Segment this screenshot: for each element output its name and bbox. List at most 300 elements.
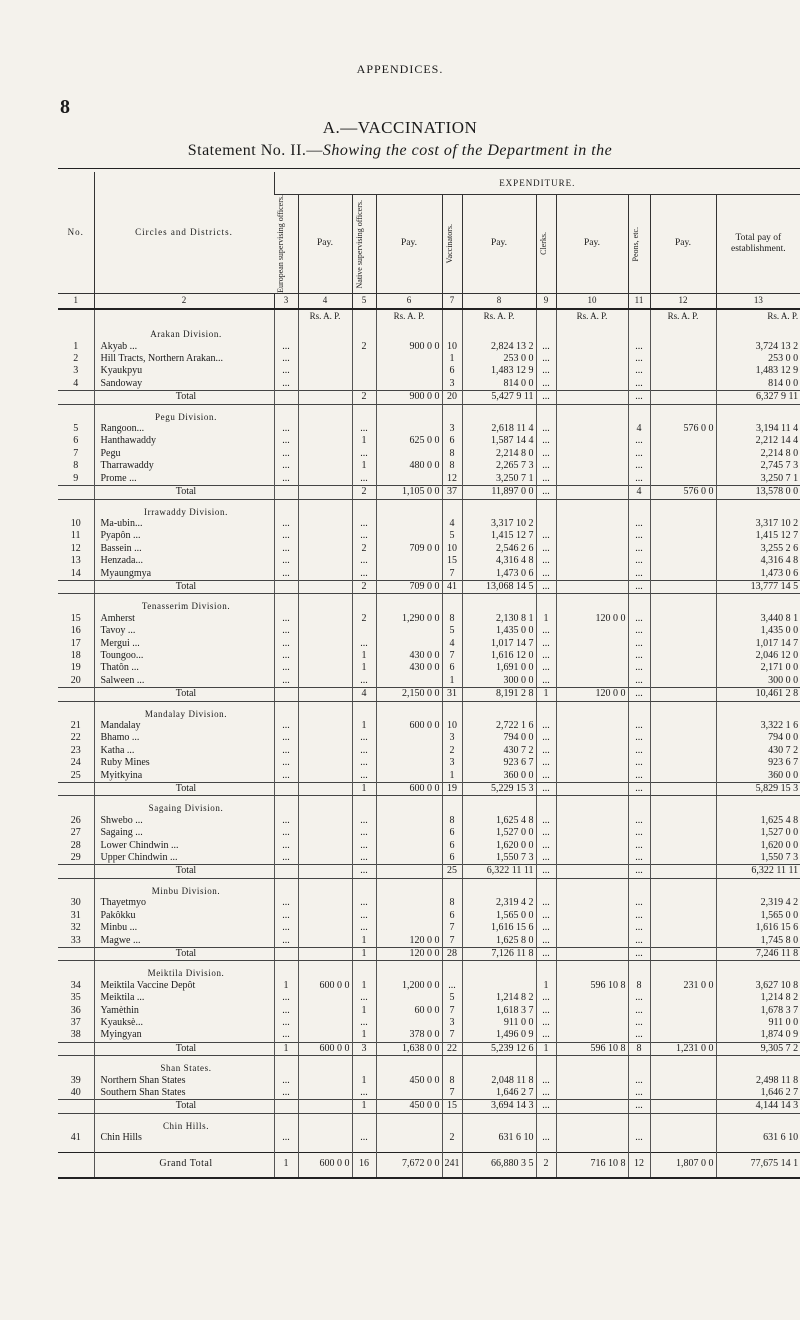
cell	[376, 404, 442, 423]
district-name: Northern Shan States	[94, 1075, 274, 1087]
cell-c12	[650, 353, 716, 365]
cell-c7: 3	[442, 732, 462, 744]
cell-c5: 1	[352, 662, 376, 674]
cell	[536, 701, 556, 720]
cell-c6	[376, 852, 442, 865]
cell	[58, 1152, 94, 1178]
total-label: Total	[94, 688, 274, 701]
cell-c11: ...	[628, 530, 650, 542]
statement-description: Showing the cost of the Department in the	[322, 142, 613, 159]
cell-c6	[376, 378, 442, 391]
division-total-row	[58, 580, 800, 593]
cell	[58, 1042, 94, 1055]
cell-c5: ...	[352, 815, 376, 827]
cell-c11: ...	[628, 662, 650, 674]
cell-c9: 1	[536, 613, 556, 625]
cell-c7: 4	[442, 518, 462, 530]
col-no-header: No.	[58, 172, 94, 293]
cell	[462, 594, 536, 613]
cell	[716, 1113, 800, 1132]
cell-c12	[650, 1005, 716, 1017]
cell	[650, 1056, 716, 1075]
cell-c11: ...	[628, 720, 650, 732]
cell-c9: ...	[536, 568, 556, 581]
cell-c10	[556, 935, 628, 948]
cell-c4	[298, 992, 352, 1004]
cell	[536, 796, 556, 815]
cell-c11: ...	[628, 543, 650, 555]
cell	[650, 1145, 716, 1153]
cell-c5: ...	[352, 1087, 376, 1100]
row-number: 14	[70, 567, 81, 579]
cell-c4	[298, 720, 352, 732]
district-name: Southern Shan States	[94, 1087, 274, 1100]
cell	[536, 594, 556, 613]
cell-c11: ...	[628, 992, 650, 1004]
cell-c4	[298, 745, 352, 757]
total-c7: 20	[442, 391, 462, 404]
cell	[716, 1056, 800, 1075]
cell	[58, 486, 94, 499]
cell-c4	[298, 732, 352, 744]
district-name: Henzada...	[94, 555, 274, 567]
cell-c13: 1,616 15 6	[716, 922, 800, 934]
cell-c5: ...	[352, 473, 376, 486]
cell-c7: 6	[442, 827, 462, 839]
cell	[628, 1113, 650, 1132]
cell-c10	[556, 827, 628, 839]
cell-c11: ...	[628, 852, 650, 865]
cost-table-container	[58, 172, 800, 1179]
cell	[274, 594, 298, 613]
cell	[536, 322, 556, 340]
cell	[352, 499, 376, 518]
cell	[376, 594, 442, 613]
cell-c9: ...	[536, 720, 556, 732]
cell-c8: 3,317 10 2	[462, 518, 536, 530]
cell-c3: ...	[274, 1017, 298, 1029]
total-c5: 2	[352, 391, 376, 404]
row-number: 9	[73, 472, 79, 484]
col-peons-header: Peons, etc.	[628, 195, 650, 294]
cell-c6: 378 0 0	[376, 1029, 442, 1042]
cell-c7: 7	[442, 568, 462, 581]
running-title: APPENDICES.	[356, 62, 444, 76]
table-row	[58, 435, 800, 447]
cell-c9: ...	[536, 922, 556, 934]
cell-c12	[650, 720, 716, 732]
cell-c6	[376, 922, 442, 934]
cell-c9: ...	[536, 448, 556, 460]
cell	[58, 594, 94, 613]
cell-c6	[376, 638, 442, 650]
division-name: Arakan Division.	[94, 322, 274, 340]
division-name: Tenasserim Division.	[94, 594, 274, 613]
cell	[58, 1113, 94, 1132]
cell	[628, 701, 650, 720]
grand-c4: 600 0 0	[298, 1152, 352, 1178]
unit-label: Rs. A. P.	[462, 309, 536, 322]
total-c6: 600 0 0	[376, 783, 442, 796]
cell-c5: 1	[352, 435, 376, 447]
cell-c12	[650, 757, 716, 769]
cell-c10	[556, 1132, 628, 1144]
division-name: Shan States.	[94, 1056, 274, 1075]
col-pay-header: Pay.	[650, 195, 716, 294]
district-name: Hanthawaddy	[94, 435, 274, 447]
district-name: Ruby Mines	[94, 757, 274, 769]
cell-c6: 625 0 0	[376, 435, 442, 447]
cell-c7: 7	[442, 935, 462, 948]
cell-c11: ...	[628, 815, 650, 827]
cell-c6: 900 0 0	[376, 341, 442, 353]
cell-c13: 4,316 4 8	[716, 555, 800, 567]
total-c9: ...	[536, 391, 556, 404]
cell	[58, 1056, 94, 1075]
cell-c5: ...	[352, 518, 376, 530]
cell-c4	[298, 423, 352, 435]
district-name: Myaungmya	[94, 568, 274, 581]
expenditure-header: EXPENDITURE.	[274, 172, 800, 195]
cell-c13: 360 0 0	[716, 770, 800, 783]
row-number: 16	[70, 625, 81, 637]
total-label: Total	[94, 391, 274, 404]
cell-c11: ...	[628, 732, 650, 744]
cell-c5: ...	[352, 897, 376, 909]
cell-c13: 1,620 0 0	[716, 840, 800, 852]
cell-c12	[650, 745, 716, 757]
cell-c6	[376, 555, 442, 567]
cell	[442, 322, 462, 340]
total-c11: ...	[628, 1100, 650, 1113]
table-row	[58, 770, 800, 783]
cell	[298, 499, 352, 518]
cell-c4	[298, 435, 352, 447]
district-name: Ma-ubin...	[94, 518, 274, 530]
total-c12	[650, 688, 716, 701]
district-name: Mandalay	[94, 720, 274, 732]
cell-c9: ...	[536, 650, 556, 662]
cell-c11: ...	[628, 770, 650, 783]
unit-label: Rs. A. P.	[556, 309, 628, 322]
cell	[536, 499, 556, 518]
cell-c11: ...	[628, 745, 650, 757]
statement-title	[0, 142, 800, 160]
cell-c12	[650, 675, 716, 688]
cell	[462, 1113, 536, 1132]
cell	[556, 878, 628, 897]
cell-c13: 3,724 13 2	[716, 341, 800, 353]
row-number: 12	[70, 542, 81, 554]
total-c9: 1	[536, 1042, 556, 1055]
total-c9: ...	[536, 1100, 556, 1113]
cell-c10	[556, 460, 628, 472]
total-c4	[298, 688, 352, 701]
cell-c3: ...	[274, 1029, 298, 1042]
cell-c12	[650, 435, 716, 447]
total-label: Total	[94, 865, 274, 878]
row-number: 8	[73, 460, 79, 472]
total-c13: 5,829 15 3	[716, 783, 800, 796]
cell-c11: ...	[628, 518, 650, 530]
units-row	[58, 309, 800, 322]
cell-c7: 6	[442, 852, 462, 865]
cell-c12	[650, 1017, 716, 1029]
total-c10: 596 10 8	[556, 1042, 628, 1055]
division-name: Minbu Division.	[94, 878, 274, 897]
cell	[58, 580, 94, 593]
cell-c4	[298, 852, 352, 865]
cell-c9: ...	[536, 341, 556, 353]
cell-c6	[376, 423, 442, 435]
cell-c9: ...	[536, 435, 556, 447]
cell-c12	[650, 935, 716, 948]
district-name: Toungoo...	[94, 650, 274, 662]
cell-c3: ...	[274, 732, 298, 744]
cell-c3: ...	[274, 1005, 298, 1017]
total-c8: 5,427 9 11	[462, 391, 536, 404]
total-c9: ...	[536, 783, 556, 796]
cell-c11: ...	[628, 365, 650, 377]
cell-c6: 60 0 0	[376, 1005, 442, 1017]
total-c5: 3	[352, 1042, 376, 1055]
total-c8: 13,068 14 5	[462, 580, 536, 593]
district-name: Myingyan	[94, 1029, 274, 1042]
row-number: 36	[70, 1004, 81, 1016]
district-name: Thayetmyo	[94, 897, 274, 909]
cell-c10	[556, 568, 628, 581]
cell-c13: 3,255 2 6	[716, 543, 800, 555]
cell-c3: ...	[274, 745, 298, 757]
total-c5: 4	[352, 688, 376, 701]
cell-c11: ...	[628, 1005, 650, 1017]
cell-c9: ...	[536, 555, 556, 567]
total-c9: ...	[536, 947, 556, 960]
cell-c3: ...	[274, 1075, 298, 1087]
cell-c6: 709 0 0	[376, 543, 442, 555]
total-c6: 1,105 0 0	[376, 486, 442, 499]
cell-c4	[298, 625, 352, 637]
cell-c11: ...	[628, 1017, 650, 1029]
cell-c9: ...	[536, 1029, 556, 1042]
cell-c6	[376, 1017, 442, 1029]
cell-c9: ...	[536, 897, 556, 909]
cell	[628, 1056, 650, 1075]
total-c13: 13,578 0 0	[716, 486, 800, 499]
division-total-row	[58, 783, 800, 796]
cell	[298, 594, 352, 613]
division-header-row	[58, 701, 800, 720]
col-circles-header: Circles and Districts.	[94, 172, 274, 293]
total-label: Total	[94, 486, 274, 499]
total-c12	[650, 783, 716, 796]
cell	[274, 701, 298, 720]
cell-c5	[352, 378, 376, 391]
cell	[536, 1056, 556, 1075]
cell-c6	[376, 1087, 442, 1100]
cell	[58, 322, 94, 340]
total-c11: ...	[628, 947, 650, 960]
cell	[376, 322, 442, 340]
cell	[628, 796, 650, 815]
col-vaccinators-header: Vaccinators.	[442, 195, 462, 294]
cell-c9: ...	[536, 460, 556, 472]
row-number: 18	[70, 649, 81, 661]
cell-c3: ...	[274, 473, 298, 486]
cell	[274, 1113, 298, 1132]
district-name: Bhamo ...	[94, 732, 274, 744]
total-c3: 1	[274, 1042, 298, 1055]
total-c6: 2,150 0 0	[376, 688, 442, 701]
district-name: Thatôn ...	[94, 662, 274, 674]
total-c11: ...	[628, 688, 650, 701]
cell-c6: 480 0 0	[376, 460, 442, 472]
cell	[556, 796, 628, 815]
col-european-header: European supervising officers.	[274, 195, 298, 294]
total-c12: 576 0 0	[650, 486, 716, 499]
cell-c4	[298, 757, 352, 769]
table-row	[58, 555, 800, 567]
cell-c5: ...	[352, 1132, 376, 1144]
cell-c4	[298, 840, 352, 852]
total-c5: ...	[352, 865, 376, 878]
cell-c7: ...	[442, 980, 462, 992]
cell	[556, 322, 628, 340]
cell-c12	[650, 568, 716, 581]
col-total-header: Total pay of establishment.	[716, 195, 800, 294]
cell-c5: 1	[352, 935, 376, 948]
cell-c6	[376, 530, 442, 542]
cell	[274, 499, 298, 518]
cell-c6: 600 0 0	[376, 720, 442, 732]
cell	[442, 701, 462, 720]
cell	[442, 1145, 462, 1153]
cell	[58, 865, 94, 878]
total-c12	[650, 580, 716, 593]
division-total-row	[58, 391, 800, 404]
cell-c11: ...	[628, 897, 650, 909]
cell	[716, 878, 800, 897]
cell-c3: ...	[274, 460, 298, 472]
cell-c13: 1,017 14 7	[716, 638, 800, 650]
grand-c12: 1,807 0 0	[650, 1152, 716, 1178]
cell-c4	[298, 910, 352, 922]
cell-c8: 1,473 0 6	[462, 568, 536, 581]
cell-c5: ...	[352, 555, 376, 567]
cell	[716, 1145, 800, 1153]
table-row	[58, 625, 800, 637]
cell-c7: 10	[442, 341, 462, 353]
row-number: 3	[73, 365, 79, 377]
district-name: Meiktila Vaccine Depôt	[94, 980, 274, 992]
total-c11: 4	[628, 486, 650, 499]
cell-c8: 1,214 8 2	[462, 992, 536, 1004]
total-label: Total	[94, 580, 274, 593]
cell	[274, 1145, 298, 1153]
table-row	[58, 935, 800, 948]
cell-c8: 814 0 0	[462, 378, 536, 391]
cell-c3: ...	[274, 543, 298, 555]
cell-c13: 1,678 3 7	[716, 1005, 800, 1017]
total-c7: 22	[442, 1042, 462, 1055]
cell-c13: 3,440 8 1	[716, 613, 800, 625]
cell-c4: 600 0 0	[298, 980, 352, 992]
table-row	[58, 897, 800, 909]
cell	[556, 961, 628, 980]
cell-c11: ...	[628, 675, 650, 688]
cell-c9: ...	[536, 530, 556, 542]
cell-c8: 1,415 12 7	[462, 530, 536, 542]
cell-c6	[376, 757, 442, 769]
cell-c13: 253 0 0	[716, 353, 800, 365]
division-header-row	[58, 404, 800, 423]
grand-total-label: Grand Total	[94, 1152, 274, 1178]
cell-c9: ...	[536, 992, 556, 1004]
cell-c8: 2,130 8 1	[462, 613, 536, 625]
cell-c12	[650, 530, 716, 542]
table-row	[58, 1029, 800, 1042]
table-row	[58, 473, 800, 486]
cell-c7: 8	[442, 1075, 462, 1087]
total-c3	[274, 865, 298, 878]
table-row	[58, 992, 800, 1004]
cell-c9: ...	[536, 473, 556, 486]
cell-c10	[556, 992, 628, 1004]
total-c13: 10,461 2 8	[716, 688, 800, 701]
cell-c5: 2	[352, 613, 376, 625]
cell-c10	[556, 555, 628, 567]
cell-c13: 2,498 11 8	[716, 1075, 800, 1087]
cell-c12	[650, 992, 716, 1004]
district-name: Hill Tracts, Northern Arakan...	[94, 353, 274, 365]
cell-c6: 450 0 0	[376, 1075, 442, 1087]
district-name: Shwebo ...	[94, 815, 274, 827]
cell	[628, 322, 650, 340]
cell-c10	[556, 423, 628, 435]
cell	[298, 1113, 352, 1132]
total-c7: 41	[442, 580, 462, 593]
cell-c11: 4	[628, 423, 650, 435]
cell	[628, 404, 650, 423]
cell-c5: ...	[352, 423, 376, 435]
cell	[298, 1145, 352, 1153]
cell-c10	[556, 1075, 628, 1087]
cell-c6	[376, 518, 442, 530]
cell-c7: 6	[442, 365, 462, 377]
cell-c6	[376, 897, 442, 909]
cell-c3: ...	[274, 555, 298, 567]
cell-c10	[556, 770, 628, 783]
table-row	[58, 1075, 800, 1087]
cell-c4	[298, 675, 352, 688]
cell-c11: ...	[628, 473, 650, 486]
row-number: 2	[73, 353, 79, 365]
district-name: Sagaing ...	[94, 827, 274, 839]
col-native-header: Native supervising officers.	[352, 195, 376, 294]
cell-c5: ...	[352, 568, 376, 581]
cell-c9: ...	[536, 815, 556, 827]
row-number: 27	[70, 827, 81, 839]
cell-c9: ...	[536, 353, 556, 365]
cell-c13: 430 7 2	[716, 745, 800, 757]
cell-c11: ...	[628, 638, 650, 650]
cell-c12	[650, 638, 716, 650]
cell-c8: 1,625 8 0	[462, 935, 536, 948]
total-label: Total	[94, 1042, 274, 1055]
total-label: Total	[94, 783, 274, 796]
cell-c8: 430 7 2	[462, 745, 536, 757]
cell	[556, 499, 628, 518]
